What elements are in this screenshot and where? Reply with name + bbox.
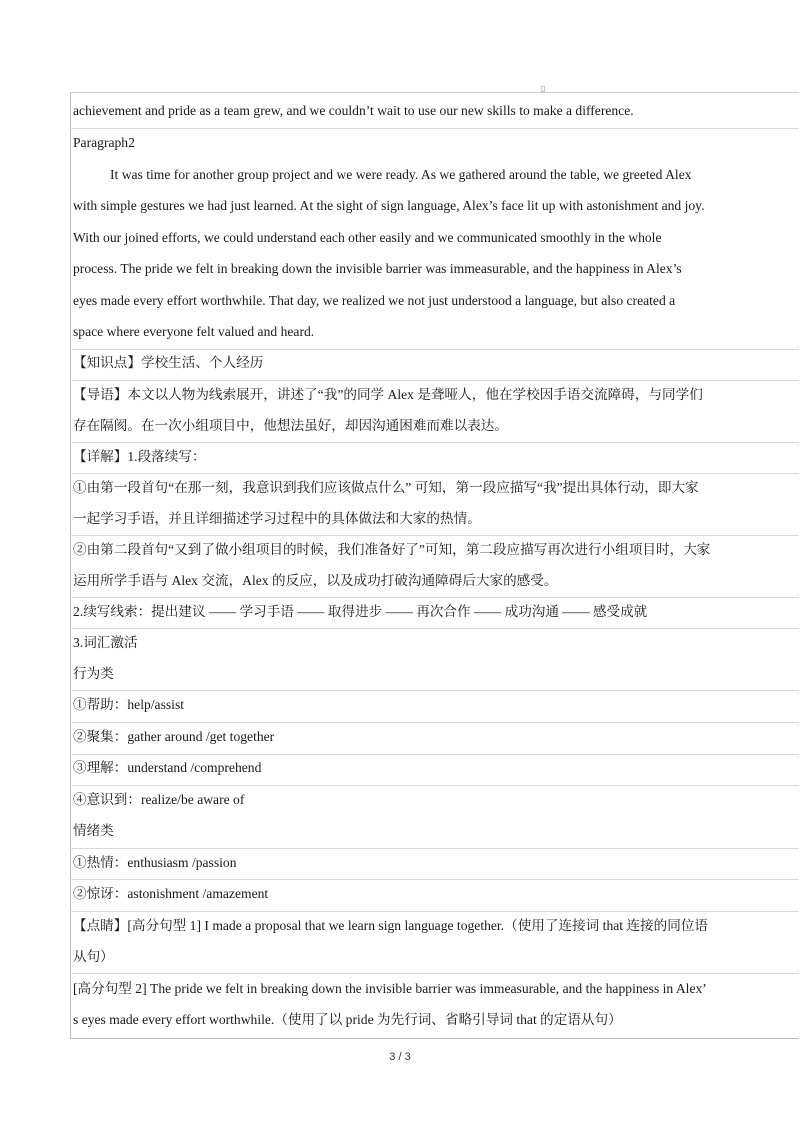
knowledge-point: 【知识点】学校生活、个人经历 [73, 355, 264, 370]
vocabulary-category: 行为类 [73, 666, 114, 681]
story-text-line: With our joined efforts, we could understand each other easily and we communicated smoothly in the whole [73, 230, 662, 245]
highlight-text-line: 从句） [73, 949, 114, 964]
row-divider [70, 722, 799, 723]
row-divider [70, 473, 799, 474]
intro-text-line: 【导语】本文以人物为线索展开，讲述了“我”的同学 Alex 是聋哑人，他在学校因手语交流障碍，与同学们 [73, 387, 703, 402]
row-divider [70, 535, 799, 536]
story-text-line: It was time for another group project and we were ready. As we gathered around the table, we greeted Alex [110, 167, 692, 182]
page-number: 3 / 3 [389, 1051, 411, 1063]
analysis-text-line: 运用所学手语与 Alex 交流，Alex 的反应，以及成功打破沟通障碍后大家的感受。 [73, 573, 558, 588]
vocabulary-item: ②惊讶：astonishment /amazement [73, 886, 269, 901]
row-divider [70, 690, 799, 691]
row-divider [70, 380, 799, 381]
row-divider [70, 628, 799, 629]
vocabulary-item: ③理解：understand /comprehend [73, 760, 262, 775]
row-divider [70, 879, 799, 880]
highlight-text-line: 【点睛】[高分句型 1] I made a proposal that we learn sign language together.（使用了连接词 that 连接的同位语 [73, 918, 709, 933]
vocabulary-item: ④意识到：realize/be aware of [73, 792, 245, 807]
vocabulary-heading: 3.词汇激活 [73, 635, 138, 650]
story-text-line: process. The pride we felt in breaking down the invisible barrier was immeasurable, and the happiness in Alex’s [73, 261, 682, 276]
vocabulary-item: ①热情：enthusiasm /passion [73, 855, 237, 870]
analysis-heading: 【详解】1.段落续写： [73, 449, 206, 464]
row-divider [70, 754, 799, 755]
row-divider [70, 597, 799, 598]
vocabulary-category: 情绪类 [73, 823, 114, 838]
intro-text-line: 存在隔阂。在一次小组项目中，他想法虽好，却因沟通困难而难以表达。 [73, 418, 508, 433]
row-divider [70, 848, 799, 849]
highlight-text-line: s eyes made every effort worthwhile.（使用了以 pride 为先行词、省略引导词 that 的定语从句） [73, 1012, 622, 1027]
highlight-text-line: [高分句型 2] The pride we felt in breaking down the invisible barrier was immeasurable, and the happiness in Alex’ [73, 981, 707, 996]
row-divider [70, 442, 799, 443]
story-text-line: achievement and pride as a team grew, and we couldn’t wait to use our new skills to make a difference. [73, 103, 634, 118]
story-text-line: with simple gestures we had just learned. At the sight of sign language, Alex’s face lit up with astonishment and joy. [73, 198, 705, 213]
row-divider [70, 911, 799, 912]
row-divider [70, 973, 799, 974]
row-divider [70, 349, 799, 350]
row-divider [70, 128, 799, 129]
story-text-line: space where everyone felt valued and heard. [73, 324, 315, 339]
analysis-text-line: ②由第二段首句“又到了做小组项目的时候，我们准备好了”可知，第二段应描写再次进行小组项目时，大家 [73, 542, 711, 557]
vocabulary-item: ①帮助：help/assist [73, 697, 185, 712]
writing-clues: 2.续写线索：提出建议 —— 学习手语 —— 取得进步 —— 再次合作 —— 成功沟通 —— 感受成就 [73, 604, 648, 619]
row-divider [70, 785, 799, 786]
analysis-text-line: ①由第一段首句“在那一刻，我意识到我们应该做点什么” 可知，第一段应描写“我”提出具体行动，即大家 [73, 480, 699, 495]
vocabulary-item: ②聚集：gather around /get together [73, 729, 275, 744]
analysis-text-line: 一起学习手语，并且详细描述学习过程中的具体做法和大家的热情。 [73, 511, 481, 526]
paragraph-heading: Paragraph2 [73, 135, 135, 150]
page-marker: ▯ [541, 84, 546, 93]
story-text-line: eyes made every effort worthwhile. That day, we realized we not just understood a language, but also created a [73, 293, 676, 308]
